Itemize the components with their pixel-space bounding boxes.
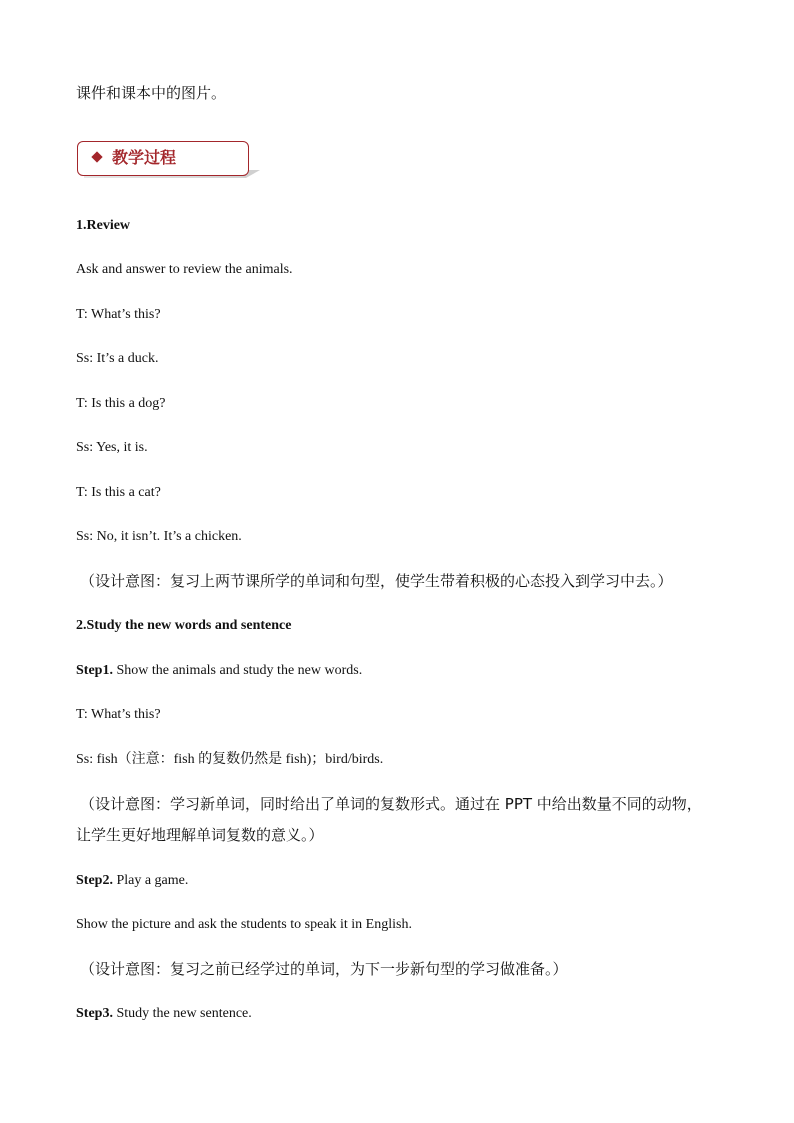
dialogue-line: Ss: No, it isn’t. It’s a chicken. xyxy=(76,529,242,544)
dialogue-line: T: What’s this? xyxy=(76,307,161,322)
design-note-continued: 让学生更好地理解单词复数的意义。） xyxy=(76,826,324,844)
step2-instruction: Show the picture and ask the students to speak it in English. xyxy=(76,917,412,932)
dialogue-line: T: What’s this? xyxy=(76,707,161,722)
review-instruction: Ask and answer to review the animals. xyxy=(76,262,293,277)
step2-label: Step2. xyxy=(76,873,113,888)
step2-text: Play a game. xyxy=(112,873,189,888)
design-note: （设计意图：学习新单词，同时给出了单词的复数形式。通过在 PPT 中给出数量不同的动物， xyxy=(80,795,702,813)
design-note: （设计意图：复习之前已经学过的单词，为下一步新句型的学习做准备。） xyxy=(80,960,568,978)
dialogue-line: Ss: It’s a duck. xyxy=(76,351,159,366)
study-title: 2.Study the new words and sentence xyxy=(76,618,292,633)
intro-text: 课件和课本中的图片。 xyxy=(76,84,227,102)
section-heading-title: 教学过程 xyxy=(112,148,177,167)
step3-text: Study the new sentence. xyxy=(112,1006,252,1021)
dialogue-line: Ss: Yes, it is. xyxy=(76,440,148,455)
dialogue-line: T: Is this a cat? xyxy=(76,485,161,500)
step3-label: Step3. xyxy=(76,1006,113,1021)
dialogue-line: T: Is this a dog? xyxy=(76,396,166,411)
step1-label: Step1. xyxy=(76,663,113,678)
step3-line xyxy=(76,1005,252,1023)
design-note: （设计意图：复习上两节课所学的单词和句型，使学生带着积极的心态投入到学习中去。） xyxy=(80,572,673,590)
step1-text: Show the animals and study the new words. xyxy=(112,663,363,678)
dialogue-line: Ss: fish（注意：fish 的复数仍然是 fish)；bird/birds. xyxy=(76,752,384,767)
step1-line xyxy=(76,662,362,680)
step2-line xyxy=(76,872,188,890)
review-title: 1.Review xyxy=(76,218,131,233)
